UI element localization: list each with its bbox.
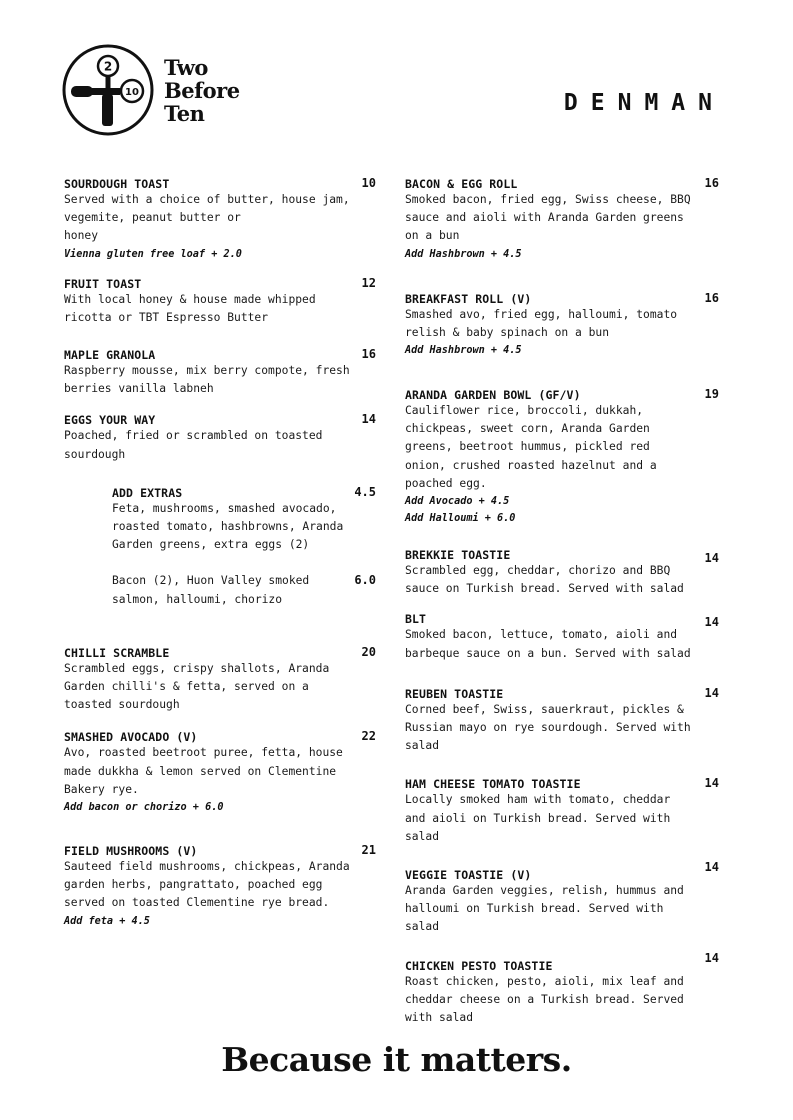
item-name: BACON & EGG ROLL [405, 177, 518, 191]
item-description: vegemite, peanut butter or [64, 211, 241, 225]
menu-item [64, 344, 376, 398]
extras-description: Bacon (2), Huon Valley smoked [112, 574, 310, 588]
item-description: chickpeas, sweet corn, Aranda Garden [405, 422, 650, 436]
item-name: MAPLE GRANOLA [64, 348, 156, 363]
item-description: Russian mayo on rye sourdough. Served with [405, 721, 691, 735]
item-name: BLT [405, 612, 427, 627]
item-name: SOURDOUGH TOAST [64, 177, 170, 191]
item-price: 14 [704, 551, 719, 566]
menu-item [405, 544, 719, 598]
item-description: Locally smoked ham with tomato, cheddar [405, 793, 671, 807]
extras-description: roasted tomato, hashbrowns, Aranda [112, 520, 344, 534]
item-addon: Add feta + 4.5 [64, 915, 150, 927]
item-price: 21 [361, 843, 376, 858]
item-description: and aioli on Turkish bread. Served with [405, 811, 671, 825]
item-price: 19 [704, 387, 719, 402]
item-description: with salad [405, 1011, 474, 1025]
item-description: Roast chicken, pesto, aioli, mix leaf and [405, 974, 684, 988]
menu-item [405, 950, 719, 1028]
item-description: halloumi on Turkish bread. Served with [405, 902, 664, 916]
item-description: Smoked bacon, fried egg, Swiss cheese, BBQ [405, 193, 691, 206]
logo-number-top: 2 [103, 59, 113, 74]
item-price: 12 [361, 275, 376, 290]
item-addon: Add Halloumi + 6.0 [405, 513, 516, 525]
brand-name-line: Ten [164, 101, 205, 126]
item-price: 10 [361, 176, 376, 190]
item-name: BREKKIE TOASTIE [405, 548, 511, 563]
item-description: Scrambled eggs, crispy shallots, Aranda [64, 661, 330, 675]
extras-title: ADD EXTRAS [112, 485, 183, 500]
item-description: Cauliflower rice, broccoli, dukkah, [405, 404, 644, 418]
item-description: toasted sourdough [64, 698, 180, 712]
menu-item [64, 642, 376, 715]
location-title: DENMAN [563, 90, 725, 116]
item-description: Sauteed field mushrooms, chickpeas, Aranda [64, 860, 350, 874]
item-name: SMASHED AVOCADO (V) [64, 730, 198, 745]
menu-item [405, 683, 719, 756]
brand-name-line: Two [164, 55, 208, 80]
menu-item [64, 273, 376, 327]
item-price: 22 [361, 729, 376, 744]
item-description: With local honey & house made whipped [64, 292, 316, 306]
extras-description: Feta, mushrooms, smashed avocado, [112, 501, 337, 515]
item-description: sauce on Turkish bread. Served with salad [405, 582, 684, 596]
item-name: HAM CHEESE TOMATO TOASTIE [405, 777, 581, 792]
item-price: 14 [704, 685, 719, 700]
menu-item [405, 384, 719, 527]
tagline: Because it matters. [221, 1040, 572, 1079]
item-description: sauce and aioli with Aranda Garden greens [405, 211, 684, 225]
item-price: 14 [361, 412, 376, 427]
extras-section [112, 482, 376, 609]
extras-description: salmon, halloumi, chorizo [112, 592, 283, 606]
item-description: Aranda Garden veggies, relish, hummus and [405, 884, 684, 898]
item-description: Garden chilli's & fetta, served on a [64, 680, 309, 694]
item-description: served on toasted Clementine rye bread. [64, 896, 330, 910]
menu-item [405, 288, 719, 359]
item-description: salad [405, 739, 440, 753]
item-description: on a bun [405, 229, 460, 243]
menu-item [64, 173, 376, 263]
item-name: CHICKEN PESTO TOASTIE [405, 958, 553, 973]
espresso-tamper-logo-icon [62, 44, 158, 136]
item-description: greens, beetroot hummus, pickled red [405, 440, 650, 454]
item-price: 20 [361, 644, 376, 659]
item-description: onion, crushed roasted hazelnut and a [405, 458, 657, 472]
menu-item [64, 840, 376, 930]
brand-name-line: Before [164, 78, 240, 103]
item-description: Bakery rye. [64, 782, 139, 796]
menu-item [405, 773, 719, 846]
extras-group [112, 572, 376, 608]
item-description: berries vanilla labneh [64, 382, 214, 396]
menu-item [64, 409, 376, 463]
item-description: cheddar cheese on a Turkish bread. Served [405, 992, 684, 1006]
extras-description: Garden greens, extra eggs (2) [112, 538, 310, 552]
menu-item [405, 608, 719, 662]
menu-column-right [405, 173, 719, 1027]
item-addon: Add Avocado + 4.5 [405, 496, 510, 508]
item-price: 14 [704, 615, 719, 630]
item-price: 14 [704, 950, 719, 965]
item-price: 14 [704, 776, 719, 791]
item-description: Avo, roasted beetroot puree, fetta, house [64, 746, 343, 760]
extras-price: 4.5 [354, 484, 376, 499]
item-description: Smoked bacon, lettuce, tomato, aioli and [405, 628, 678, 642]
item-name: VEGGIE TOASTIE (V) [405, 868, 532, 883]
item-addon: Vienna gluten free loaf + 2.0 [64, 248, 242, 260]
item-name: CHILLI SCRAMBLE [64, 645, 170, 660]
item-description: made dukkha & lemon served on Clementine [64, 764, 337, 778]
item-name: REUBEN TOASTIE [405, 686, 504, 701]
menu-item [405, 173, 719, 263]
item-addon: Add Hashbrown + 4.5 [405, 345, 522, 357]
item-addon: Add Hashbrown + 4.5 [405, 248, 522, 260]
item-price: 14 [704, 860, 719, 875]
item-name: BREAKFAST ROLL (V) [405, 291, 532, 306]
logo-number-right: 10 [125, 87, 139, 98]
item-description: salad [405, 920, 440, 934]
item-price: 16 [704, 176, 719, 190]
brand-name [164, 56, 240, 125]
item-name: EGGS YOUR WAY [64, 413, 156, 428]
item-description: barbeque sauce on a bun. Served with salad [405, 646, 691, 660]
item-name: ARANDA GARDEN BOWL (GF/V) [405, 388, 581, 403]
item-addon: Add bacon or chorizo + 6.0 [64, 802, 224, 814]
menu-item [64, 726, 376, 816]
item-name: FIELD MUSHROOMS (V) [64, 844, 198, 859]
item-description: Smashed avo, fried egg, halloumi, tomato [405, 307, 678, 321]
item-name: FRUIT TOAST [64, 276, 142, 291]
item-description: ricotta or TBT Espresso Butter [64, 310, 269, 324]
item-description: honey [64, 229, 99, 243]
item-description: salad [405, 829, 440, 843]
brand-logo [62, 44, 262, 136]
item-description: Corned beef, Swiss, sauerkraut, pickles & [405, 702, 684, 716]
menu-column-left [64, 173, 376, 930]
extras-price: 6.0 [354, 573, 376, 588]
item-description: relish & baby spinach on a bun [405, 325, 610, 339]
item-description: Served with a choice of butter, house jam, [64, 193, 350, 206]
item-description: garden herbs, pangrattato, poached egg [64, 878, 323, 892]
item-description: poached egg. [405, 476, 487, 490]
item-description: Raspberry mousse, mix berry compote, fresh [64, 364, 350, 378]
item-price: 16 [704, 290, 719, 305]
item-description: Poached, fried or scrambled on toasted [64, 429, 323, 443]
item-price: 16 [361, 347, 376, 362]
item-description: sourdough [64, 447, 126, 461]
menu-item [405, 860, 719, 937]
item-description: Scrambled egg, cheddar, chorizo and BBQ [405, 564, 671, 578]
